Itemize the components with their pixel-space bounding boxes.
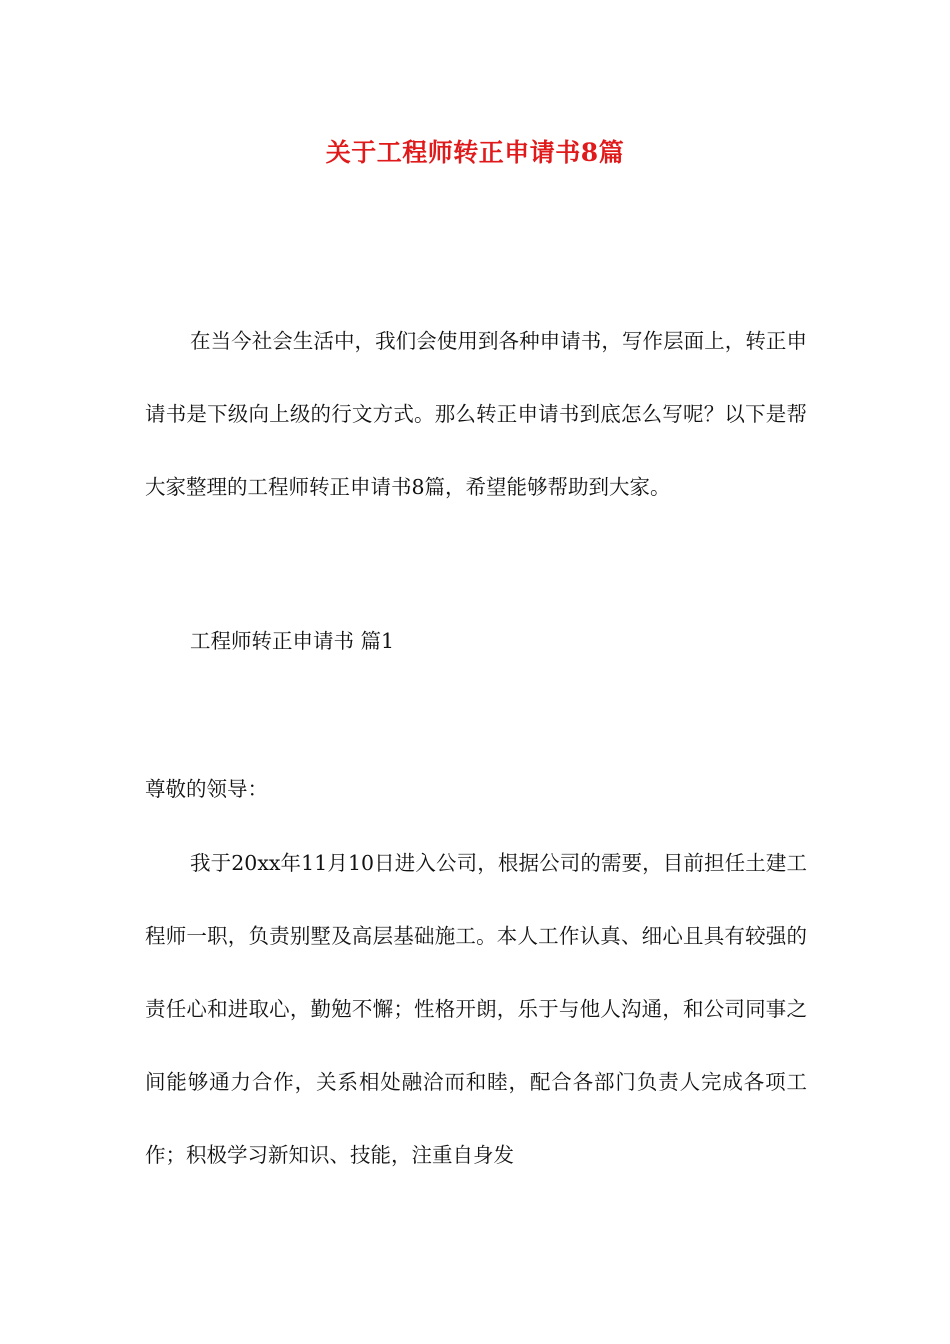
section-heading: 工程师转正申请书 篇1 [190,629,395,653]
salutation: 尊敬的领导： [145,777,268,801]
intro-paragraph: 在当今社会生活中，我们会使用到各种申请书，写作层面上，转正申请书是下级向上级的行文方式。那么转正申请书到底怎么写呢？以下是帮大家整理的工程师转正申请书8篇，希望能够帮助到大家。 [145,329,807,499]
body-paragraph: 我于20xx年11月10日进入公司，根据公司的需要，目前担任土建工程师一职，负责别墅及高层基础施工。本人工作认真、细心且具有较强的责任心和进取心，勤勉不懈；性格开朗，乐于与他人沟通，和公司同事之间能够通力合作，关系相处融洽而和睦，配合各部门负责人完成各项工作；积极学习新知识、技能，注重自身发 [145,851,807,1167]
document-title: 关于工程师转正申请书8篇 [325,138,625,167]
